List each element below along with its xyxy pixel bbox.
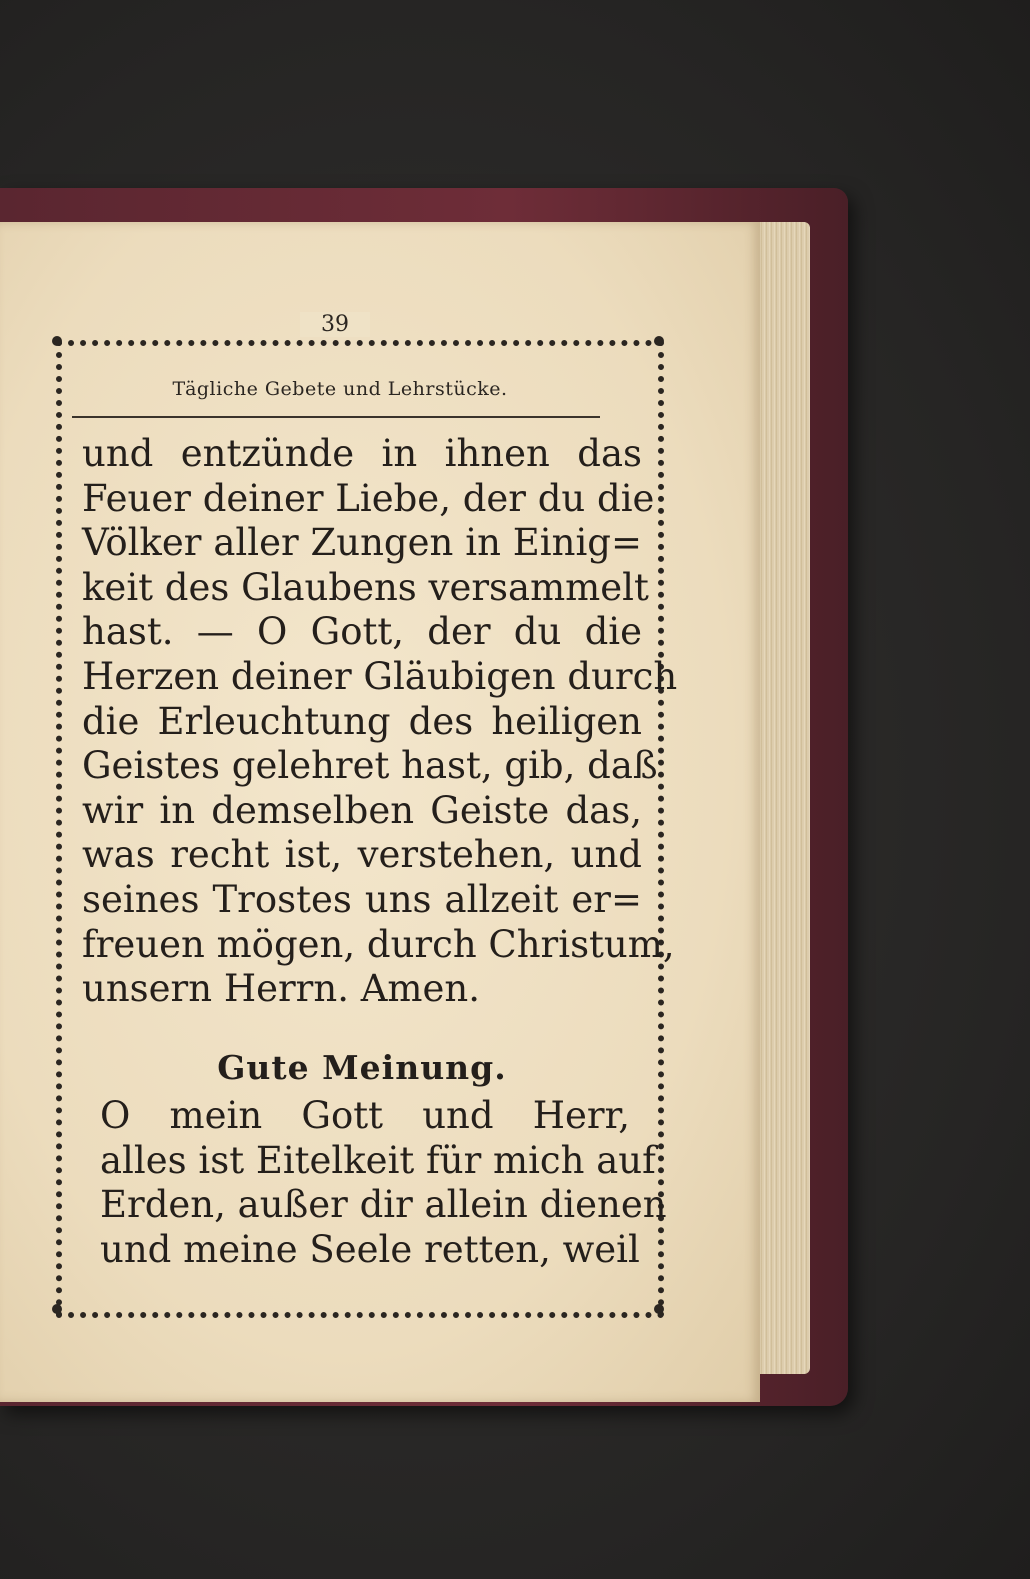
section-text-block	[100, 1094, 667, 1272]
frame-ornament-top-right	[654, 336, 664, 346]
text-line: Völker aller Zungen in Einig=	[82, 521, 642, 565]
main-text-block	[82, 432, 678, 1012]
frame-ornament-top-left	[52, 336, 62, 346]
text-line: Erden, außer dir allein dienen	[100, 1183, 667, 1227]
section-heading: Gute Meinung.	[217, 1048, 507, 1087]
text-line: und meine Seele retten, weil	[100, 1227, 640, 1271]
header-rule	[72, 416, 600, 418]
text-line: die Erleuchtung des heiligen	[82, 699, 642, 743]
text-line: und entzünde in ihnen das	[82, 432, 642, 475]
text-line: alles ist Eitelkeit für mich auf	[100, 1138, 656, 1182]
text-line: unsern Herrn. Amen.	[82, 967, 481, 1011]
text-line: Feuer deiner Liebe, der du die	[82, 476, 655, 520]
text-line: freuen mögen, durch Christum,	[82, 922, 675, 966]
text-line: O mein Gott und Herr,	[100, 1094, 630, 1137]
frame-ornament-bottom-left	[52, 1304, 62, 1314]
text-line: wir in demselben Geiste das,	[82, 788, 642, 832]
running-head: Tägliche Gebete und Lehrstücke.	[172, 378, 508, 400]
text-line: seines Trostes uns allzeit er=	[82, 877, 642, 921]
page-number: 39	[300, 312, 370, 337]
text-line: Geistes gelehret hast, gib, daß	[82, 744, 658, 788]
text-line: was recht ist, verstehen, und	[82, 833, 642, 877]
text-line: hast. — O Gott, der du die	[82, 610, 642, 654]
text-line: keit des Glaubens versammelt	[82, 565, 649, 609]
text-line: Herzen deiner Gläubigen durch	[82, 654, 678, 698]
frame-ornament-bottom-right	[654, 1304, 664, 1314]
